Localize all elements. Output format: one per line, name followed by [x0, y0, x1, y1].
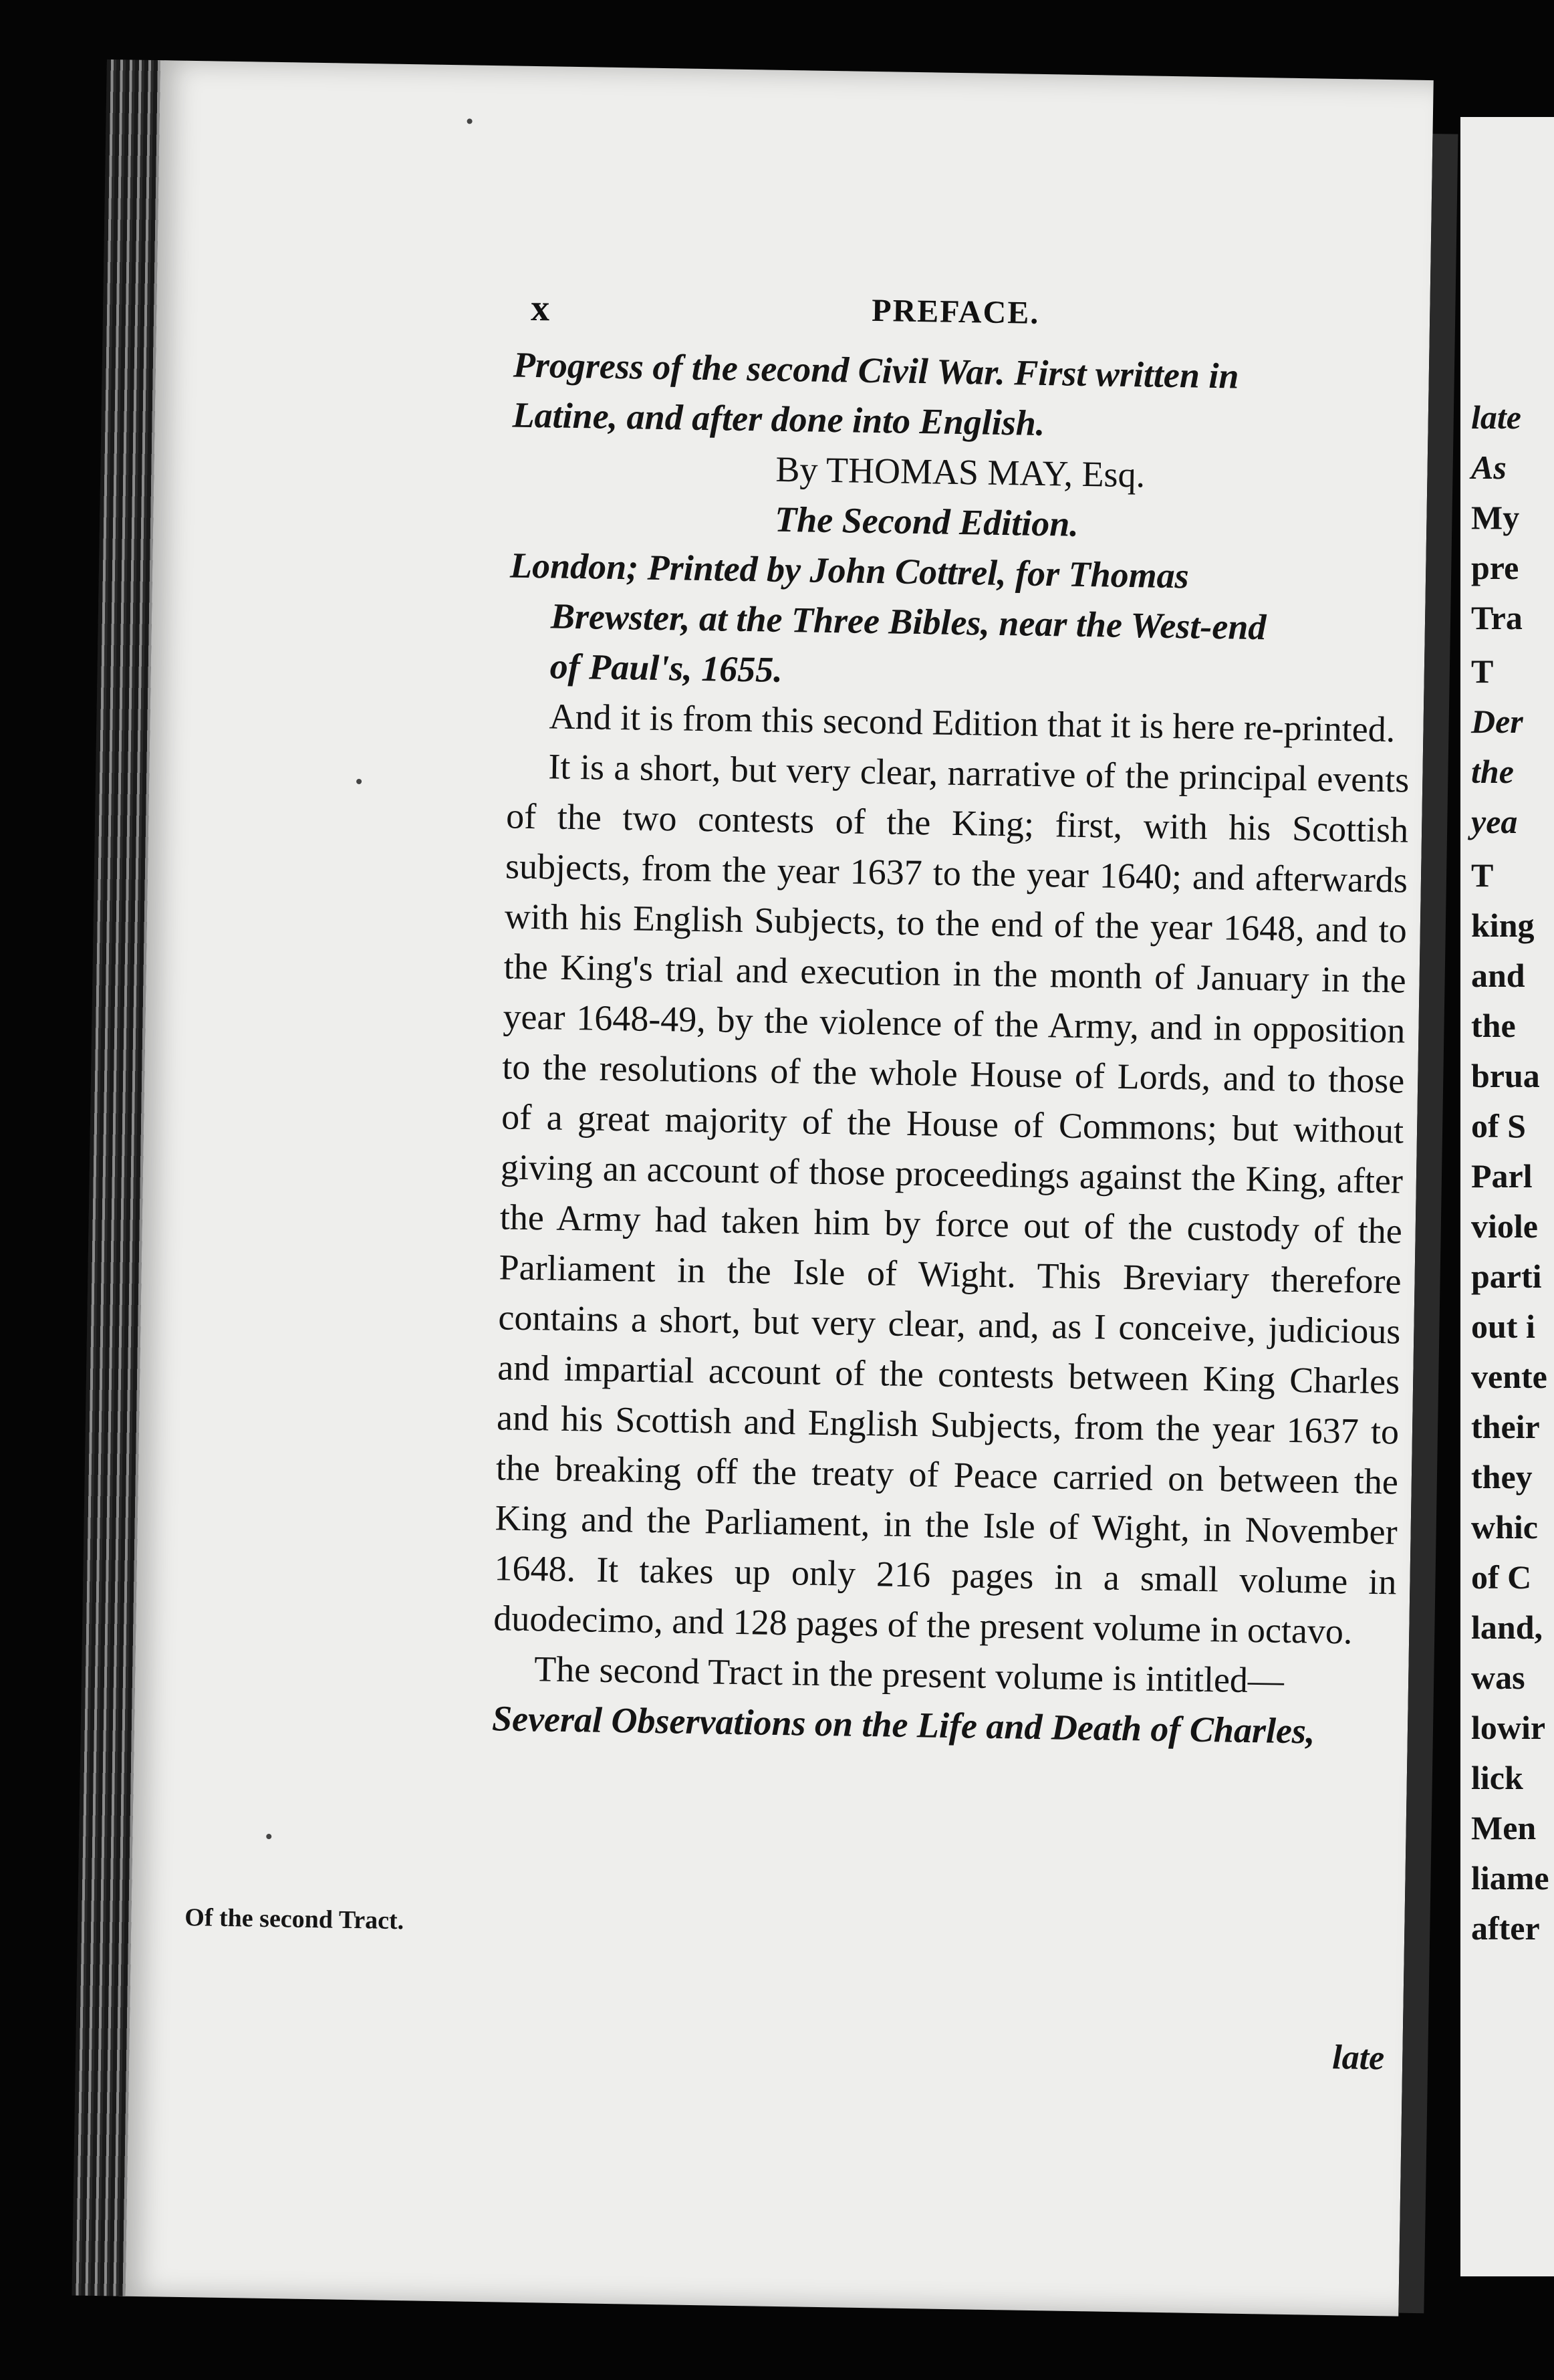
paragraph: Several Observations on the Life and Death of Charles,: [491, 1698, 1315, 1752]
paragraph: And it is from this second Edition that it is here re-printed.: [549, 696, 1396, 750]
imprint-line: London; Printed by John Cottrel, for Thomas: [509, 545, 1190, 596]
facing-fragment: viole: [1471, 1207, 1538, 1245]
running-head: PREFACE.: [871, 292, 1040, 331]
page-edges: [72, 60, 160, 2296]
facing-fragment: of C: [1471, 1558, 1532, 1596]
facing-fragment: whic: [1471, 1508, 1538, 1546]
facing-fragment: parti: [1471, 1258, 1542, 1295]
facing-fragment: the: [1471, 1007, 1516, 1044]
facing-fragment: late: [1471, 398, 1521, 436]
margin-note: Of the second Tract.: [184, 1903, 404, 1935]
facing-fragment: out i: [1471, 1308, 1535, 1345]
facing-fragment: Tra: [1471, 599, 1523, 636]
title-line: Latine, and after done into English.: [512, 394, 1045, 444]
ink-speck: [467, 118, 473, 124]
title-line: Progress of the second Civil War. First written in: [513, 344, 1239, 396]
facing-fragment: Parl: [1471, 1157, 1533, 1195]
facing-fragment: pre: [1471, 549, 1519, 586]
body-text: [492, 340, 1416, 1758]
paragraph: It is a short, but very clear, narrative of the principal events of the two contests of the King; first, with his Scottish subjects, from the year 1637 to the year 1640; and afterwards with his English Subjects, to the end of the year 1648, and to the King's trial and execution in the month of January in the year 1648-49, by the violence of the Army, and in opposition to the resolutions of the whole House of Lords, and to those of a great majority of the House of Commons; but without giving an account of those proceedings against the King, after the Army had taken him by force out of the custody of the Parliament in the Isle of Wight. This Breviary therefore contains a short, but very clear, and, as I conceive, judicious and impartial account of the contests between King Charles and his Scottish and English Subjects, from the year 1637 to the breaking off the treaty of Peace carried on between the King and the Parliament, in the Isle of Wight, in November 1648. It takes up only 216 pages in a small volume in duodecimo, and 128 pages of the present volume in octavo.: [493, 746, 1410, 1652]
facing-fragment: was: [1471, 1659, 1525, 1696]
facing-fragment: lowir: [1471, 1709, 1546, 1746]
facing-fragment: and: [1471, 957, 1525, 994]
facing-fragment: T: [1471, 856, 1494, 894]
imprint-line: Brewster, at the Three Bibles, near the West-end: [550, 596, 1267, 648]
facing-fragment: lick: [1471, 1759, 1523, 1796]
facing-fragment: liame: [1471, 1859, 1549, 1897]
facing-fragment: their: [1471, 1408, 1540, 1445]
author-line: By THOMAS MAY, Esq.: [775, 449, 1146, 495]
facing-fragment: land,: [1471, 1609, 1543, 1646]
facing-fragment: they: [1471, 1458, 1533, 1496]
facing-fragment: yea: [1471, 803, 1518, 840]
facing-fragment: vente: [1471, 1358, 1547, 1395]
page-header: [150, 281, 1430, 348]
facing-page: [1460, 117, 1554, 2276]
page-number: x: [530, 287, 550, 330]
paragraph: The second Tract in the present volume is intitled—: [533, 1649, 1285, 1701]
catchword: late: [1331, 2038, 1385, 2078]
facing-fragment: the: [1471, 753, 1514, 790]
imprint-line: of Paul's, 1655.: [549, 646, 783, 690]
facing-fragment: My: [1471, 499, 1520, 536]
ink-speck: [266, 1834, 271, 1839]
edition-line: The Second Edition.: [774, 499, 1079, 544]
ink-speck: [356, 779, 362, 784]
facing-fragment: T: [1471, 652, 1494, 690]
facing-fragment: brua: [1471, 1057, 1540, 1094]
facing-fragment: of S: [1471, 1107, 1526, 1145]
facing-fragment: Men: [1471, 1809, 1537, 1847]
facing-fragment: As: [1471, 449, 1507, 486]
book-page: [118, 60, 1433, 2316]
facing-fragment: after: [1471, 1909, 1540, 1947]
facing-fragment: Der: [1471, 703, 1523, 740]
facing-fragment: king: [1471, 907, 1535, 944]
